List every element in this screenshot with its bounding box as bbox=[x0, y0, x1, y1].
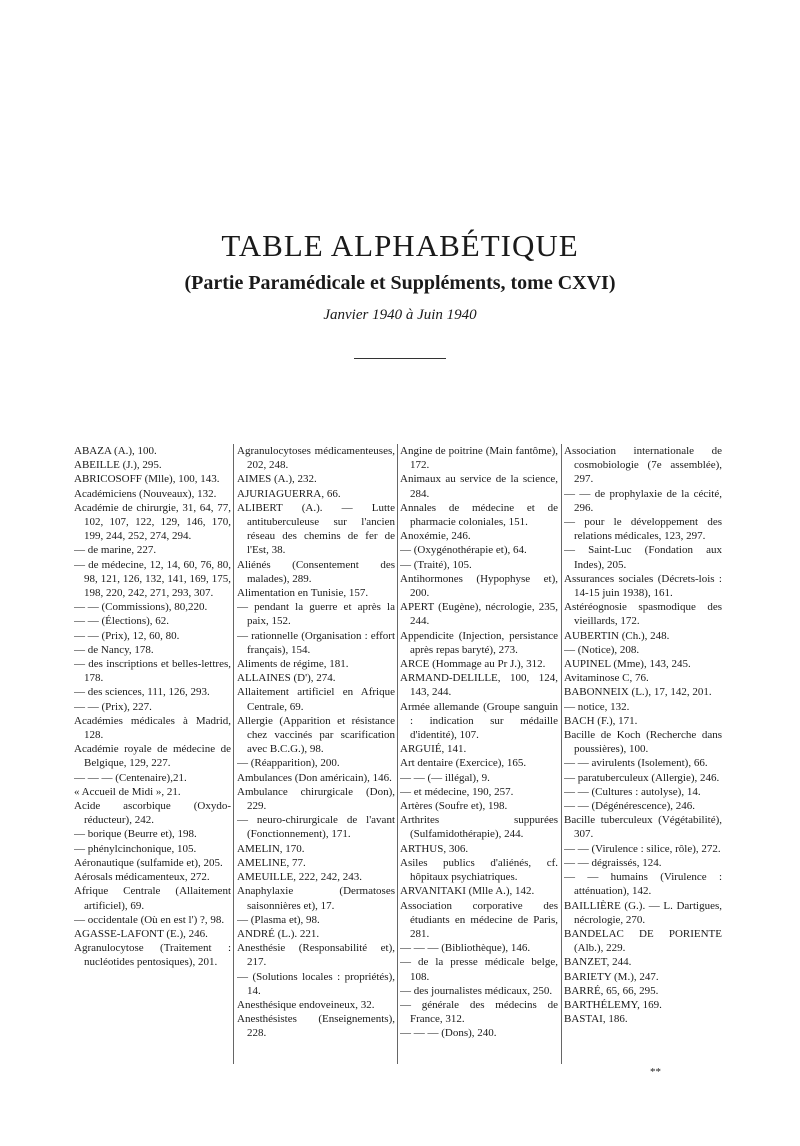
index-entry: Artères (Soufre et), 198. bbox=[400, 800, 508, 813]
index-entry: Assurances sociales (Décrets-lois : 14-15 juin 1938), 161. bbox=[564, 572, 722, 600]
index-entry: Animaux au service de la science, 284. bbox=[400, 473, 558, 500]
index-entry: — neuro-chirurgicale de l'avant (Fonctionnement), 171. bbox=[237, 814, 395, 841]
index-entry: — rationnelle (Organisation : effort français), 154. bbox=[237, 629, 395, 656]
index-entry: — — (Dégénérescence), 246. bbox=[564, 800, 696, 813]
index-entry: ANDRÉ (L.). 221. bbox=[237, 927, 320, 940]
index-entry: Art dentaire (Exercice), 165. bbox=[400, 757, 527, 770]
index-entry: — des sciences, 111, 126, 293. bbox=[74, 686, 210, 699]
index-entry: — (Traité), 105. bbox=[400, 558, 472, 571]
index-entry: Agranulocytoses médicamenteuses, 202, 248. bbox=[237, 445, 395, 472]
index-entry: AMEUILLE, 222, 242, 243. bbox=[237, 871, 362, 884]
index-entry: — de médecine, 12, 14, 60, 76, 80, 98, 121, 126, 132, 141, 169, 175, 198, 220, 242, 271, 293, 307. bbox=[74, 558, 231, 600]
index-entry: — (Oxygénothérapie et), 64. bbox=[400, 544, 527, 557]
index-entry: AUBERTIN (Ch.), 248. bbox=[564, 629, 670, 642]
index-entry: BASTAI, 186. bbox=[564, 1013, 628, 1026]
index-entry: Académiciens (Nouveaux), 132. bbox=[74, 487, 217, 500]
index-entry: — — (— illégal), 9. bbox=[400, 771, 490, 784]
index-entry: « Accueil de Midi », 21. bbox=[74, 785, 181, 798]
index-entry: — et médecine, 190, 257. bbox=[400, 785, 514, 798]
index-entry: — — dégraissés, 124. bbox=[564, 856, 662, 869]
index-entry: BARIETY (M.), 247. bbox=[564, 970, 659, 983]
index-entry: Association corporative des étudiants en médecine de Paris, 281. bbox=[400, 899, 558, 940]
index-entry: — de Nancy, 178. bbox=[74, 643, 154, 656]
index-entry: ARTHUS, 306. bbox=[400, 842, 469, 855]
index-entry: — phénylcinchonique, 105. bbox=[74, 842, 197, 855]
index-entry: AJURIAGUERRA, 66. bbox=[237, 487, 341, 500]
index-entry: Armée allemande (Groupe sanguin : indication sur médaille d'identité), 107. bbox=[400, 700, 558, 742]
index-entry: — des inscriptions et belles-lettres, 178. bbox=[74, 658, 231, 685]
index-entry: Angine de poitrine (Main fantôme), 172. bbox=[400, 445, 558, 472]
index-entry: — — (Commissions), 80,220. bbox=[74, 601, 208, 614]
index-entry: — occidentale (Où en est l') ?, 98. bbox=[74, 913, 225, 926]
date-range: Janvier 1940 à Juin 1940 bbox=[323, 307, 477, 323]
index-entry: BABONNEIX (L.), 17, 142, 201. bbox=[564, 686, 712, 699]
index-entry: — pendant la guerre et après la paix, 152. bbox=[237, 601, 395, 628]
index-entry: Académie de chirurgie, 31, 64, 77, 102, 107, 122, 129, 146, 170, 199, 244, 252, 274, 294. bbox=[74, 501, 231, 543]
index-entry: Anoxémie, 246. bbox=[400, 530, 471, 543]
index-entry: Anesthésie (Responsabilité et), 217. bbox=[237, 942, 395, 969]
index-entry: — — (Cultures : autolyse), 14. bbox=[564, 785, 701, 798]
title-rule bbox=[354, 358, 446, 359]
signature-mark: ** bbox=[650, 1066, 661, 1078]
index-entry: Arthrites suppurées (Sulfamidothérapie), 244. bbox=[400, 814, 558, 841]
index-entry: ARVANITAKI (Mlle A.), 142. bbox=[400, 885, 535, 898]
index-entry: AUPINEL (Mme), 143, 245. bbox=[564, 658, 691, 671]
index-entry: — (Réapparition), 200. bbox=[237, 757, 340, 770]
index-entry: Avitaminose C, 76. bbox=[564, 672, 649, 685]
index-entry: Asiles publics d'aliénés, cf. hôpitaux psychiatriques. bbox=[400, 856, 558, 884]
index-entry: BACH (F.), 171. bbox=[564, 714, 638, 727]
index-entry: — — — (Bibliothèque), 146. bbox=[400, 942, 531, 955]
page-title: TABLE ALPHABÉTIQUE bbox=[221, 228, 579, 263]
index-entry: — — avirulents (Isolement), 66. bbox=[564, 757, 708, 770]
index-entry: BAILLIÈRE (G.). — L. Dartigues, nécrologie, 270. bbox=[564, 899, 722, 926]
index-entry: — — (Élections), 62. bbox=[74, 615, 170, 628]
index-column-1 bbox=[74, 444, 231, 1064]
index-entry: — notice, 132. bbox=[564, 700, 630, 713]
index-entry: Aéronautique (sulfamide et), 205. bbox=[74, 856, 223, 869]
index-entry: — des journalistes médicaux, 250. bbox=[400, 984, 553, 997]
index-entry: Bacille tuberculeux (Végétabilité), 307. bbox=[564, 814, 722, 841]
index-entry: Appendicite (Injection, persistance après repas baryté), 273. bbox=[400, 629, 558, 656]
index-entry: Ambulance chirurgicale (Don), 229. bbox=[237, 785, 395, 813]
index-entry: ARGUIÉ, 141. bbox=[400, 743, 467, 756]
index-entry: Allaitement artificiel en Afrique Centrale, 69. bbox=[237, 686, 395, 713]
index-column-4 bbox=[564, 444, 722, 1064]
index-entry: — (Notice), 208. bbox=[564, 643, 640, 656]
index-entry: AMELINE, 77. bbox=[237, 856, 306, 869]
column-divider bbox=[561, 444, 562, 1064]
index-entry: AMELIN, 170. bbox=[237, 842, 305, 855]
index-entry: — (Plasma et), 98. bbox=[237, 913, 320, 926]
index-entry: Annales de médecine et de pharmacie coloniales, 151. bbox=[400, 501, 558, 529]
index-entry: ARMAND-DELILLE, 100, 124, 143, 244. bbox=[400, 672, 558, 699]
index-entry: Académies médicales à Madrid, 128. bbox=[74, 714, 231, 742]
index-entry: Ambulances (Don américain), 146. bbox=[237, 771, 392, 784]
column-divider bbox=[397, 444, 398, 1064]
index-entry: — (Solutions locales : propriétés), 14. bbox=[237, 970, 395, 997]
index-entry: BARTHÉLEMY, 169. bbox=[564, 998, 662, 1011]
index-entry: Alimentation en Tunisie, 157. bbox=[237, 587, 369, 600]
index-entry: — de marine, 227. bbox=[74, 544, 157, 557]
index-entry: Académie royale de médecine de Belgique, 129, 227. bbox=[74, 743, 231, 770]
index-entry: Acide ascorbique (Oxydo-réducteur), 242. bbox=[74, 800, 231, 827]
index-entry: — — humains (Virulence : atténuation), 142. bbox=[564, 871, 722, 898]
index-entry: Agranulocytose (Traitement : nucléotides pentosiques), 201. bbox=[74, 942, 231, 969]
page-subtitle: (Partie Paramédicale et Suppléments, tome CXVI) bbox=[184, 272, 616, 294]
index-entry: AGASSE-LAFONT (E.), 246. bbox=[74, 927, 208, 940]
index-entry: — paratuberculeux (Allergie), 246. bbox=[564, 771, 720, 784]
index-entry: Aliments de régime, 181. bbox=[237, 658, 349, 671]
index-entry: BANZET, 244. bbox=[564, 956, 632, 969]
index-entry: — pour le développement des relations médicales, 123, 297. bbox=[564, 516, 722, 543]
index-entry: ABRICOSOFF (Mlle), 100, 143. bbox=[74, 473, 220, 486]
index-entry: — — (Prix), 227. bbox=[74, 700, 152, 713]
index-entry: — — (Prix), 12, 60, 80. bbox=[74, 629, 180, 642]
index-entry: Afrique Centrale (Allaitement artificiel), 69. bbox=[74, 885, 231, 912]
index-entry: — borique (Beurre et), 198. bbox=[74, 828, 197, 841]
index-entry: — — — (Centenaire),21. bbox=[74, 771, 187, 784]
index-entry: — — (Virulence : silice, rôle), 272. bbox=[564, 842, 721, 855]
index-entry: ABAZA (A.), 100. bbox=[74, 445, 157, 457]
index-entry: ALIBERT (A.). — Lutte antituberculeuse sur l'ancien réseau des chemins de fer de l'Est, 38. bbox=[237, 501, 395, 557]
index-entry: Aérosals médicamenteux, 272. bbox=[74, 871, 210, 884]
index-entry: Allergie (Apparition et résistance chez vaccinés par scarification avec B.C.G.), 98. bbox=[237, 714, 395, 756]
index-entry: — — — (Dons), 240. bbox=[400, 1027, 497, 1040]
index-column-3 bbox=[400, 444, 558, 1064]
index-entry: — de la presse médicale belge, 108. bbox=[400, 956, 558, 983]
index-column-2 bbox=[237, 444, 395, 1064]
index-entry: Aliénés (Consentement des malades), 289. bbox=[237, 558, 395, 585]
index-entry: BANDELAC DE PORIENTE (Alb.), 229. bbox=[564, 927, 722, 955]
index-entry: BARRÉ, 65, 66, 295. bbox=[564, 984, 659, 997]
index-entry: — générale des médecins de France, 312. bbox=[400, 998, 558, 1026]
index-entry: Anaphylaxie (Dermatoses saisonnières et), 17. bbox=[237, 885, 395, 912]
index-entry: Anesthésique endoveineux, 32. bbox=[237, 998, 375, 1011]
index-entry: APERT (Eugène), nécrologie, 235, 244. bbox=[400, 601, 558, 628]
index-entry: — — de prophylaxie de la cécité, 296. bbox=[564, 487, 722, 514]
index-entry: Astéréognosie spasmodique des vieillards, 172. bbox=[564, 601, 722, 628]
index-entry: Association internationale de cosmobiologie (7e assemblée), 297. bbox=[564, 445, 722, 486]
index-entry: Antihormones (Hypophyse et), 200. bbox=[400, 572, 558, 600]
index-entry: ARCE (Hommage au Pr J.), 312. bbox=[400, 658, 546, 671]
index-entry: ALLAINES (D'), 274. bbox=[237, 672, 336, 685]
column-divider bbox=[233, 444, 234, 1064]
index-entry: AIMES (A.), 232. bbox=[237, 473, 317, 486]
index-entry: Bacille de Koch (Recherche dans poussières), 100. bbox=[564, 729, 722, 756]
index-entry: — Saint-Luc (Fondation aux Indes), 205. bbox=[564, 544, 722, 571]
index-entry: Anesthésistes (Enseignements), 228. bbox=[237, 1013, 395, 1040]
index-entry: ABEILLE (J.), 295. bbox=[74, 459, 162, 472]
